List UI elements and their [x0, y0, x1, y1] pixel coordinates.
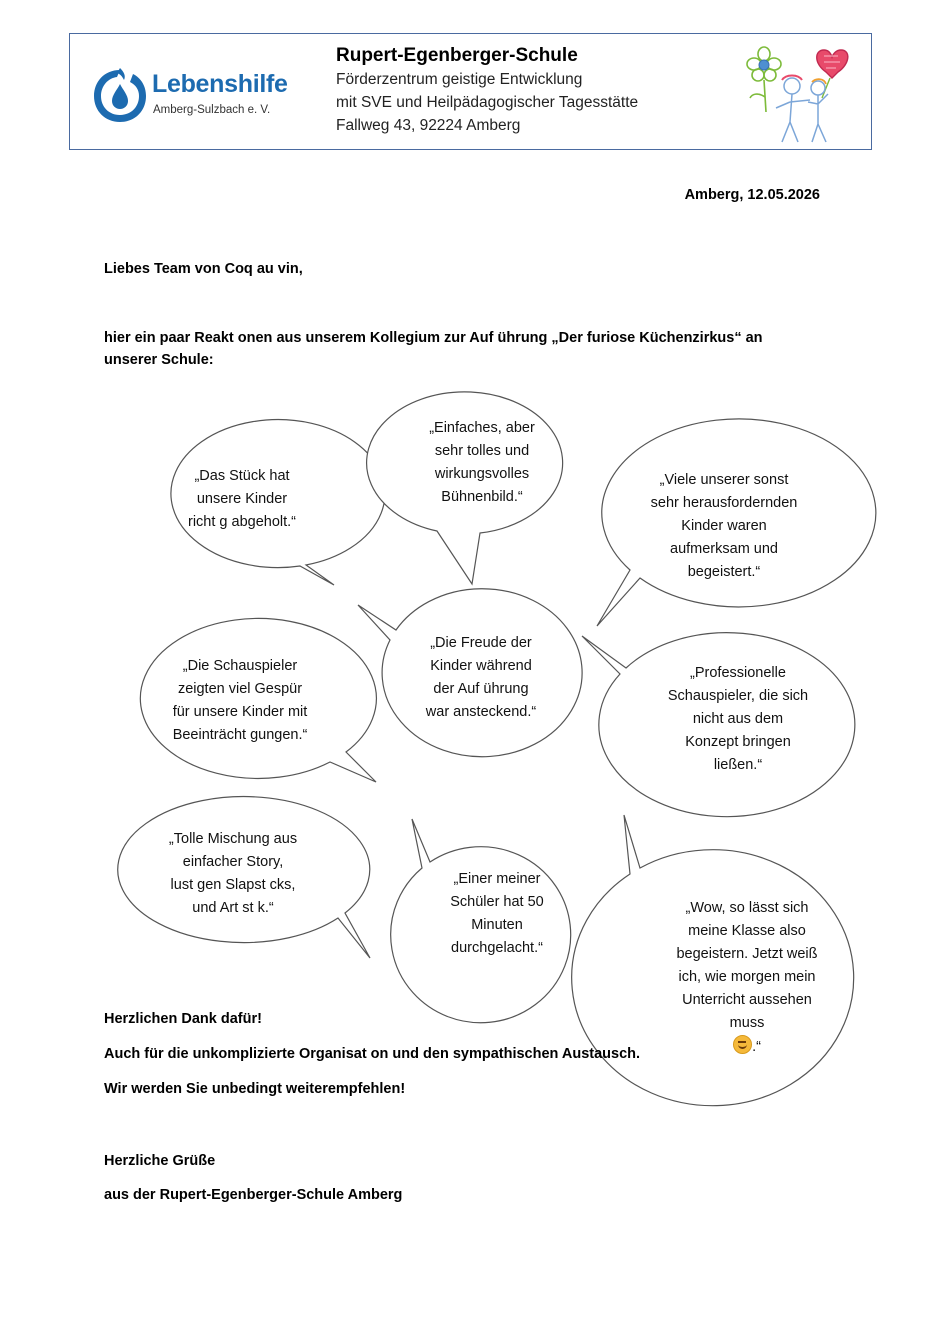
greeting-line: aus der Rupert-Egenberger-Schule Amberg — [104, 1187, 403, 1203]
quote-text: „Tolle Mischung aus einfacher Story, lust gen Slapst cks, und Art st k.“ — [168, 831, 298, 916]
intro-paragraph: hier ein paar Reakt onen aus unserem Kollegium zur Auf ührung „Der furiose Küchenzirkus“ an unserer Schule: — [104, 330, 763, 368]
quote-text-body: „Wow, so lässt sich meine Klasse also begeistern. Jetzt weiß ich, wie morgen mein Unterricht aussehen muss — [676, 900, 818, 1031]
quote-text — [640, 874, 854, 1059]
letter-date: Amberg, 12.05.2026 — [684, 187, 820, 203]
closing-line: Auch für die unkomplizierte Organisat on und den sympathischen Austausch. — [104, 1046, 641, 1062]
quote-text: „Die Schauspieler zeigten viel Gespür für unsere Kinder mit Beeinträcht gungen.“ — [172, 658, 308, 743]
greeting-line: Herzliche Grüße — [104, 1153, 216, 1169]
logo-name: Lebenshilfe — [152, 70, 288, 98]
logo-subtitle: Amberg-Sulzbach e. V. — [153, 104, 271, 116]
school-line: mit SVE und Heilpädagogischer Tagesstätte — [336, 94, 639, 111]
quote-text: „Die Freude der Kinder während der Auf ührung war ansteckend.“ — [425, 635, 537, 720]
school-name: Rupert-Egenberger-Schule — [336, 45, 578, 66]
closing-line: Herzlichen Dank dafür! — [104, 1011, 262, 1027]
quote-text: „Viele unserer sonst sehr herausfordernden Kinder waren aufmerksam und begeistert.“ — [650, 472, 798, 580]
salutation: Liebes Team von Coq au vin, — [104, 261, 303, 277]
quote-text: „Einfaches, aber sehr tolles und wirkungsvolles Bühnenbild.“ — [429, 420, 535, 505]
school-line: Förderzentrum geistige Entwicklung — [336, 71, 583, 88]
school-line: Fallweg 43, 92224 Amberg — [336, 117, 521, 134]
closing-line: Wir werden Sie unbedingt weiterempfehlen! — [104, 1081, 406, 1097]
quote-text: „Das Stück hat unsere Kinder richt g abgeholt.“ — [187, 468, 296, 530]
quote-text-end: . — [752, 1039, 757, 1055]
quote-text: „Professionelle Schauspieler, die sich nicht aus dem Konzept bringen ließen.“ — [667, 665, 809, 773]
quote-text: „Einer meiner Schüler hat 50 Minuten durchgelacht.“ — [450, 871, 544, 956]
quote-end-mark: “ — [756, 1039, 761, 1055]
smiling-face-icon — [733, 1035, 752, 1054]
